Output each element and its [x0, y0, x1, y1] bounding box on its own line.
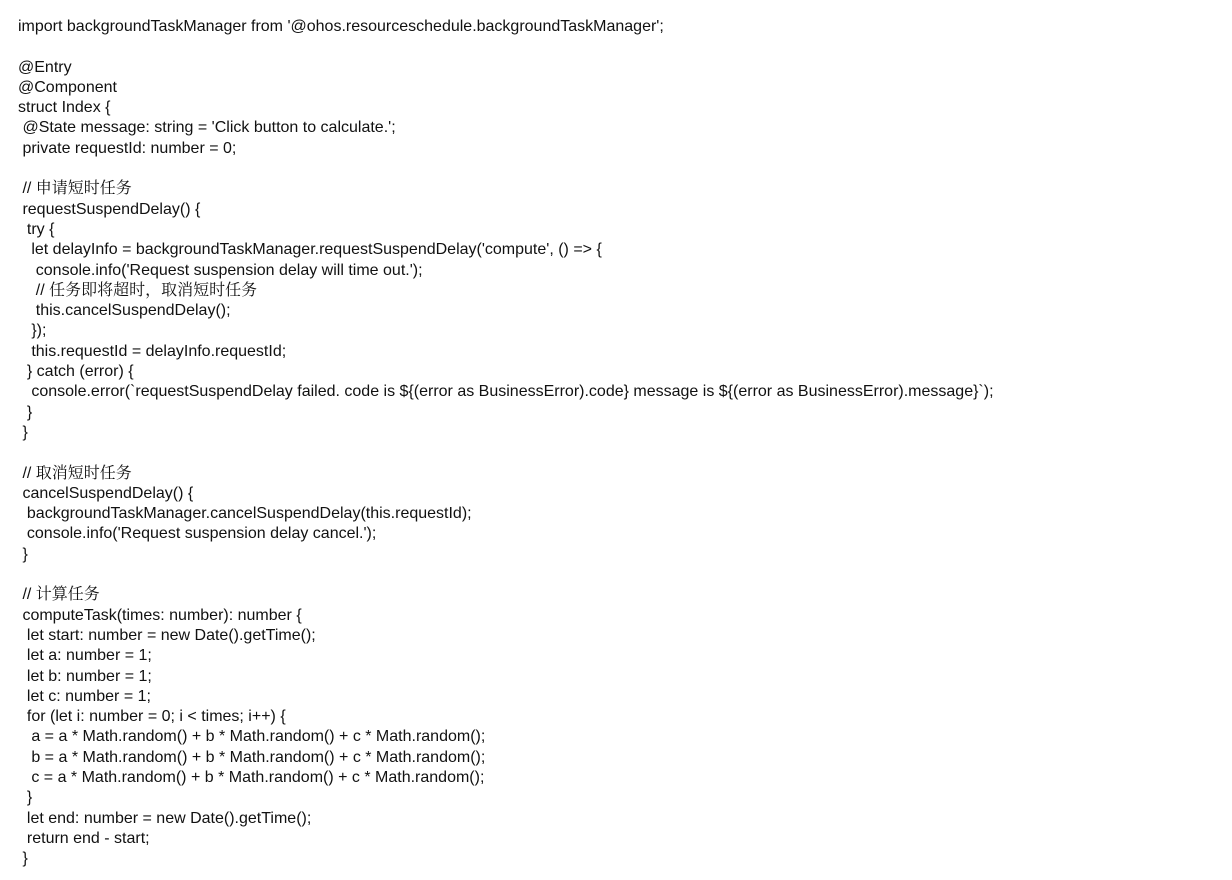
code-line: requestSuspendDelay() {: [18, 200, 201, 218]
code-line: }: [18, 545, 28, 563]
code-line: a = a * Math.random() + b * Math.random() + c * Math.random();: [18, 728, 486, 746]
code-line: }: [18, 789, 33, 807]
code-line: computeTask(times: number): number {: [18, 606, 302, 624]
code-line: }: [18, 423, 28, 441]
code-line: cancelSuspendDelay() {: [18, 484, 194, 502]
code-line: struct Index {: [18, 99, 111, 117]
code-line: this.cancelSuspendDelay();: [18, 302, 231, 320]
code-line: console.info('Request suspension delay cancel.');: [18, 525, 377, 543]
code-line: return end - start;: [18, 829, 150, 847]
code-line: }: [18, 403, 33, 421]
code-line: try {: [18, 220, 55, 238]
code-line: console.error(`requestSuspendDelay failed. code is ${(error as BusinessError).code} message is ${(error as BusinessError).message}`);: [18, 383, 994, 401]
code-line: console.info('Request suspension delay will time out.');: [18, 261, 423, 279]
code-line: this.requestId = delayInfo.requestId;: [18, 342, 287, 360]
code-line: c = a * Math.random() + b * Math.random() + c * Math.random();: [18, 768, 485, 786]
code-line: [18, 565, 1218, 585]
code-line: backgroundTaskManager.cancelSuspendDelay(this.requestId);: [18, 505, 472, 523]
code-comment: // 计算任务: [18, 586, 100, 604]
code-line: @State message: string = 'Click button to calculate.';: [18, 119, 396, 137]
code-comment: // 申请短时任务: [18, 180, 132, 198]
code-line: b = a * Math.random() + b * Math.random() + c * Math.random();: [18, 748, 486, 766]
code-line: let a: number = 1;: [18, 647, 152, 665]
code-line: let end: number = new Date().getTime();: [18, 809, 312, 827]
code-comment: // 任务即将超时，取消短时任务: [18, 281, 258, 299]
code-line: for (let i: number = 0; i < times; i++) {: [18, 708, 286, 726]
code-line: @Component: [18, 78, 117, 96]
code-line: let c: number = 1;: [18, 687, 151, 705]
code-line: private requestId: number = 0;: [18, 139, 237, 157]
code-line: import backgroundTaskManager from '@ohos.resourceschedule.backgroundTaskManager';: [18, 18, 664, 35]
code-line: });: [18, 322, 47, 340]
code-line: let delayInfo = backgroundTaskManager.requestSuspendDelay('compute', () => {: [18, 241, 602, 259]
code-listing: [18, 17, 1218, 869]
code-line: [18, 159, 1218, 179]
code-line: @Entry: [18, 58, 72, 76]
code-line: [18, 37, 1218, 57]
code-comment: // 取消短时任务: [18, 464, 132, 482]
code-line: let b: number = 1;: [18, 667, 152, 685]
code-line: }: [18, 850, 28, 868]
code-line: } catch (error) {: [18, 363, 134, 381]
code-line: let start: number = new Date().getTime();: [18, 626, 316, 644]
code-line: [18, 443, 1218, 463]
